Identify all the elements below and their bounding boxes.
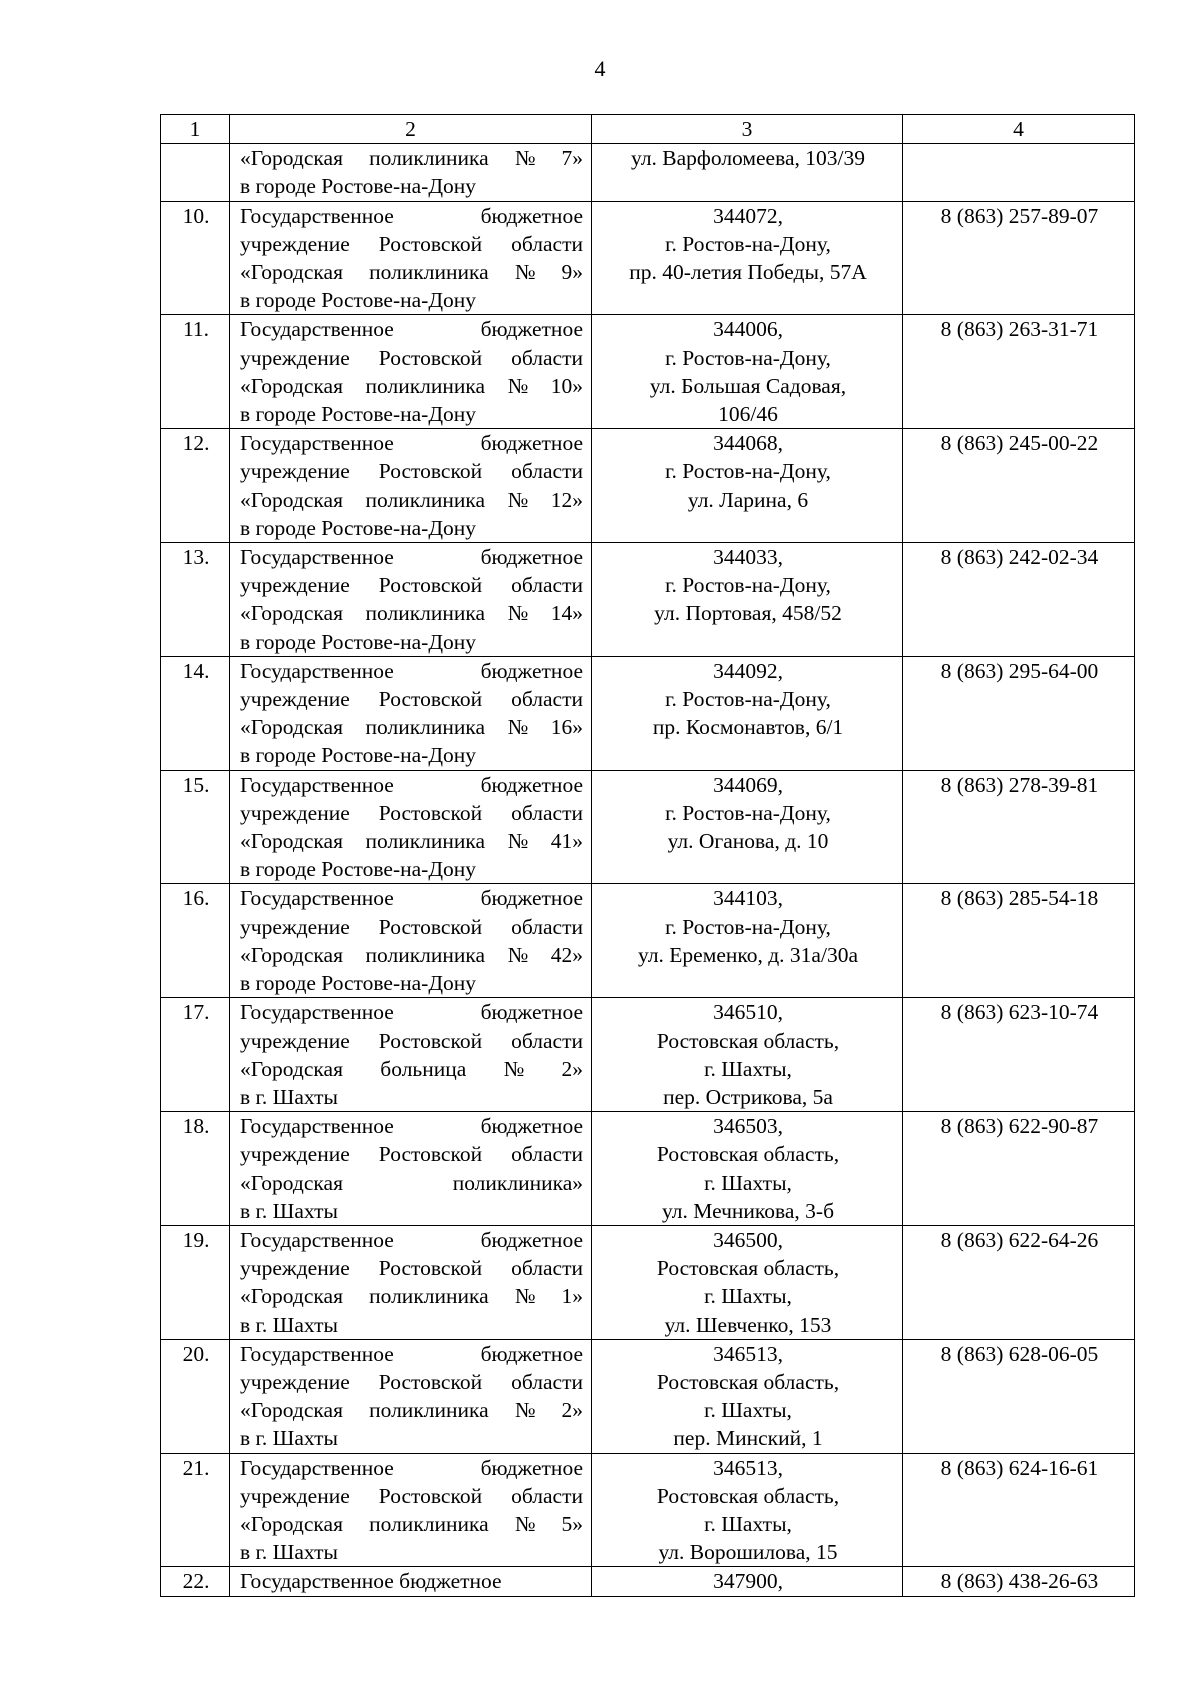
institution-name-line: в городе Ростове-на-Дону: [240, 515, 477, 540]
phone-number: 8 (863) 278-39-81: [903, 770, 1135, 884]
row-number: 19.: [161, 1225, 230, 1339]
address-line: ул. Шевченко, 153: [664, 1312, 832, 1337]
address-line: Ростовская область,: [656, 1369, 840, 1394]
table-header-row: [161, 115, 1135, 144]
address-line: пр. Космонавтов, 6/1: [652, 715, 844, 740]
table-row: [161, 201, 1135, 315]
column-header: 3: [592, 115, 903, 144]
institution-name: [230, 1453, 592, 1567]
institution-name-line: учреждение Ростовской области: [240, 1256, 583, 1281]
institution-name-line: учреждение Ростовской области: [240, 914, 583, 939]
address-line: 346503,: [713, 1114, 783, 1139]
address-line: Ростовская область,: [656, 1142, 840, 1167]
table-row: [161, 315, 1135, 429]
address: [592, 201, 903, 315]
institution-name-line: «Городская больница № 2»: [240, 1056, 583, 1081]
address: [592, 1567, 903, 1596]
address-line: г. Шахты,: [704, 1056, 792, 1081]
column-header: 1: [161, 115, 230, 144]
institution-name-line: учреждение Ростовской области: [240, 345, 583, 370]
address-line: 347900,: [713, 1569, 783, 1594]
address: [592, 315, 903, 429]
row-number: 11.: [161, 315, 230, 429]
table-row: [161, 1453, 1135, 1567]
phone-number: 8 (863) 245-00-22: [903, 429, 1135, 543]
institution-name-line: Государственное бюджетное: [240, 1114, 583, 1139]
institution-name-line: учреждение Ростовской области: [240, 1483, 583, 1508]
address-line: ул. Большая Садовая,: [649, 373, 847, 398]
institution-name-line: в г. Шахты: [240, 1540, 338, 1565]
institution-name: [230, 1339, 592, 1453]
address-line: ул. Ларина, 6: [687, 487, 809, 512]
address: [592, 1453, 903, 1567]
row-number: 10.: [161, 201, 230, 315]
institution-name: [230, 144, 592, 201]
address-line: 346510,: [713, 1000, 783, 1025]
row-number: 20.: [161, 1339, 230, 1453]
institution-name-line: Государственное бюджетное: [240, 772, 583, 797]
institution-name-line: в городе Ростове-на-Дону: [240, 971, 477, 996]
address-line: 344092,: [713, 658, 783, 683]
phone-number: 8 (863) 263-31-71: [903, 315, 1135, 429]
institution-name-line: «Городская поликлиника № 16»: [240, 715, 583, 740]
table-row: [161, 884, 1135, 998]
address-line: 346500,: [713, 1227, 783, 1252]
address-line: ул. Варфоломеева, 103/39: [631, 146, 865, 171]
institution-name-line: «Городская поликлиника № 41»: [240, 829, 583, 854]
phone-number: 8 (863) 438-26-63: [903, 1567, 1135, 1596]
phone-number: 8 (863) 295-64-00: [903, 656, 1135, 770]
institutions-table: [160, 114, 1135, 1597]
institution-name: [230, 656, 592, 770]
column-header: 4: [903, 115, 1135, 144]
table-row: [161, 1225, 1135, 1339]
table-row: [161, 1339, 1135, 1453]
row-number: 15.: [161, 770, 230, 884]
institution-name-line: в г. Шахты: [240, 1312, 338, 1337]
institution-name: [230, 770, 592, 884]
address-line: г. Шахты,: [704, 1511, 792, 1536]
phone-number: 8 (863) 628-06-05: [903, 1339, 1135, 1453]
address-line: г. Шахты,: [704, 1398, 792, 1423]
row-number: 14.: [161, 656, 230, 770]
institution-name-line: учреждение Ростовской области: [240, 1142, 583, 1167]
address: [592, 1225, 903, 1339]
phone-number: 8 (863) 285-54-18: [903, 884, 1135, 998]
address-line: 344069,: [713, 772, 783, 797]
address-line: Ростовская область,: [656, 1028, 840, 1053]
address-line: г. Ростов-на-Дону,: [665, 687, 831, 712]
institution-name-line: Государственное бюджетное: [240, 1000, 583, 1025]
address-line: Ростовская область,: [656, 1483, 840, 1508]
row-number: 12.: [161, 429, 230, 543]
address: [592, 770, 903, 884]
address-line: пер. Остpикова, 5а: [663, 1084, 833, 1109]
address-line: г. Ростов-на-Дону,: [665, 345, 831, 370]
address-line: ул. Мечникова, 3-б: [661, 1198, 835, 1223]
address-line: г. Ростов-на-Дону,: [665, 573, 831, 598]
phone-number: 8 (863) 622-90-87: [903, 1112, 1135, 1226]
institution-name-line: в городе Ростове-на-Дону: [240, 857, 477, 882]
table-row: [161, 429, 1135, 543]
address: [592, 656, 903, 770]
institution-name-line: Государственное бюджетное: [240, 431, 583, 456]
address: [592, 1339, 903, 1453]
address: [592, 1112, 903, 1226]
address-line: 106/46: [718, 402, 778, 427]
institution-name: [230, 201, 592, 315]
row-number: 18.: [161, 1112, 230, 1226]
institution-name-line: Государственное бюджетное: [240, 545, 583, 570]
institution-name-line: учреждение Ростовской области: [240, 459, 583, 484]
row-number: [161, 144, 230, 201]
address: [592, 884, 903, 998]
address-line: 346513,: [713, 1341, 783, 1366]
institution-name-line: «Городская поликлиника № 42»: [240, 942, 583, 967]
row-number: 17.: [161, 998, 230, 1112]
address-line: ул. Ворошилова, 15: [658, 1540, 838, 1565]
institution-name-line: в г. Шахты: [240, 1198, 338, 1223]
institution-name-line: Государственное бюджетное: [240, 1569, 502, 1594]
row-number: 13.: [161, 543, 230, 657]
table-row: [161, 998, 1135, 1112]
table-row: [161, 1567, 1135, 1596]
address-line: 344068,: [713, 431, 783, 456]
phone-number: 8 (863) 242-02-34: [903, 543, 1135, 657]
institution-name: [230, 543, 592, 657]
address-line: Ростовская область,: [656, 1256, 840, 1281]
column-header: 2: [230, 115, 592, 144]
phone-number: 8 (863) 624-16-61: [903, 1453, 1135, 1567]
table-row: [161, 144, 1135, 201]
institution-name-line: «Городская поликлиника»: [240, 1170, 583, 1195]
institution-name: [230, 998, 592, 1112]
institution-name-line: учреждение Ростовской области: [240, 687, 583, 712]
address-line: г. Шахты,: [704, 1170, 792, 1195]
institution-name-line: в г. Шахты: [240, 1426, 338, 1451]
institution-name-line: в городе Ростове-на-Дону: [240, 174, 477, 199]
institution-name-line: учреждение Ростовской области: [240, 573, 583, 598]
institution-name-line: «Городская поликлиника № 2»: [240, 1398, 583, 1423]
address: [592, 144, 903, 201]
institution-name-line: «Городская поликлиника № 14»: [240, 601, 583, 626]
address-line: 344072,: [713, 203, 783, 228]
institution-name-line: в городе Ростове-на-Дону: [240, 629, 477, 654]
institution-name-line: учреждение Ростовской области: [240, 1028, 583, 1053]
address: [592, 429, 903, 543]
institution-name: [230, 1567, 592, 1596]
phone-number: 8 (863) 622-64-26: [903, 1225, 1135, 1339]
address-line: ул. Оганова, д. 10: [667, 829, 829, 854]
institution-name-line: Государственное бюджетное: [240, 317, 583, 342]
table-row: [161, 1112, 1135, 1226]
institution-name-line: «Городская поликлиника № 12»: [240, 487, 583, 512]
address-line: 344033,: [713, 545, 783, 570]
institution-name-line: Государственное бюджетное: [240, 658, 583, 683]
table-body: [161, 115, 1135, 1597]
address-line: пер. Минский, 1: [673, 1426, 823, 1451]
row-number: 16.: [161, 884, 230, 998]
address-line: г. Ростов-на-Дону,: [665, 800, 831, 825]
institution-name-line: Государственное бюджетное: [240, 1227, 583, 1252]
phone-number: 8 (863) 623-10-74: [903, 998, 1135, 1112]
institution-name-line: Государственное бюджетное: [240, 886, 583, 911]
address: [592, 998, 903, 1112]
institution-name-line: в городе Ростове-на-Дону: [240, 288, 477, 313]
address-line: пр. 40-летия Победы, 57А: [629, 260, 867, 285]
address-line: ул. Еременко, д. 31а/30а: [638, 942, 858, 967]
institution-name-line: в городе Ростове-на-Дону: [240, 743, 477, 768]
address-line: 346513,: [713, 1455, 783, 1480]
institution-name-line: «Городская поликлиника № 10»: [240, 373, 583, 398]
page-number: 4: [594, 56, 606, 81]
row-number: 22.: [161, 1567, 230, 1596]
institution-name: [230, 315, 592, 429]
address-line: г. Ростов-на-Дону,: [665, 914, 831, 939]
row-number: 21.: [161, 1453, 230, 1567]
institution-name-line: в г. Шахты: [240, 1084, 338, 1109]
institution-name-line: в городе Ростове-на-Дону: [240, 402, 477, 427]
phone-number: [903, 144, 1135, 201]
table-row: [161, 770, 1135, 884]
institution-name-line: Государственное бюджетное: [240, 1455, 583, 1480]
address-line: г. Шахты,: [704, 1284, 792, 1309]
institution-name-line: «Городская поликлиника № 5»: [240, 1511, 583, 1536]
table-row: [161, 656, 1135, 770]
institution-name-line: Государственное бюджетное: [240, 203, 583, 228]
institution-name-line: учреждение Ростовской области: [240, 231, 583, 256]
address-line: г. Ростов-на-Дону,: [665, 459, 831, 484]
institution-name-line: «Городская поликлиника № 7»: [240, 146, 583, 171]
institution-name: [230, 1112, 592, 1226]
institution-name: [230, 429, 592, 543]
address-line: ул. Портовая, 458/52: [654, 601, 842, 626]
institution-name: [230, 884, 592, 998]
phone-number: 8 (863) 257-89-07: [903, 201, 1135, 315]
address-line: г. Ростов-на-Дону,: [665, 231, 831, 256]
institution-name-line: Государственное бюджетное: [240, 1341, 583, 1366]
institution-name-line: учреждение Ростовской области: [240, 800, 583, 825]
institution-name-line: «Городская поликлиника № 1»: [240, 1284, 583, 1309]
institution-name-line: «Городская поликлиника № 9»: [240, 260, 583, 285]
address: [592, 543, 903, 657]
table-row: [161, 543, 1135, 657]
institution-name: [230, 1225, 592, 1339]
institution-name-line: учреждение Ростовской области: [240, 1369, 583, 1394]
address-line: 344103,: [713, 886, 783, 911]
address-line: 344006,: [713, 317, 783, 342]
